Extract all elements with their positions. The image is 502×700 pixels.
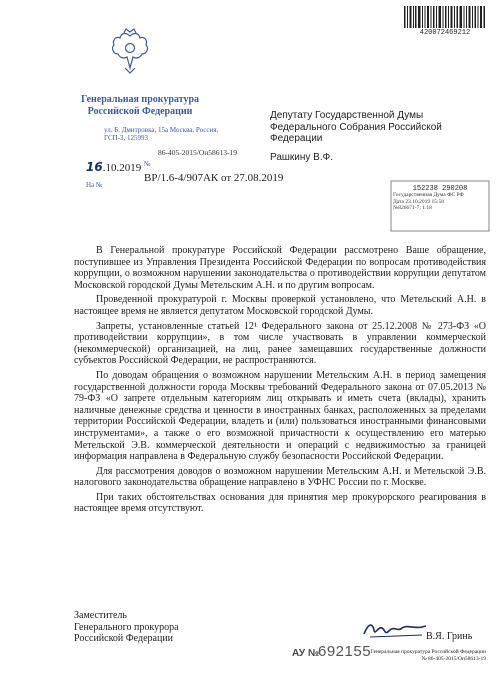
stamp-line-2: Дата 23.10.2019 15:58 — [393, 198, 444, 205]
org-address: ул. Б. Дмитровка, 15а Москва, Россия, ГСП-3, 125993 — [104, 126, 219, 142]
recipient-name: Рашкину В.Ф. — [270, 152, 334, 163]
stamp-number: 152238 290208 — [412, 185, 468, 193]
registration-code: 86-405-2015/Он58613-19 — [158, 148, 238, 157]
paragraph-4: По доводам обращения о возможном нарушении Метельским А.Н. в период замещения государственной должности города Москвы требований Федерального закона от 07.05.2013 № 79-ФЗ «О запрете отдельным категориям лиц открывать и иметь счета (вклады), хранить наличные денежные средства и ценности в иностранных банках, расположенных за пределами территории Российской Федерации, владеть и (или) пользоваться иностранными финансовыми инструментами», а также о его возможной причастности к осуществлению его матерью Метельской Э.В. коммерческой деятельности и операций с недвижимостью за границей информация направлена в Федеральную службу безопасности Российской Федерации. — [74, 369, 486, 463]
footer-org-line-2: № 86-405-2015/Он58613-19 — [421, 655, 486, 662]
paragraph-1: В Генеральной прокуратуре Российской Федерации рассмотрено Ваше обращение, поступившее из Управления Президента Российской Федерации по вопросам противодействия коррупции, о возможном нарушении законодательства о противодействии коррупции депутатом Московской городской Думы Метельским А.Н. и по другим вопросам. — [74, 245, 486, 291]
paragraph-2: Проведенной прокуратурой г. Москвы проверкой установлено, что Метельский А.Н. в настоящее время не является депутатом Московской городской Думы. — [74, 294, 486, 317]
top-barcode-number: 420072469212 — [419, 29, 471, 37]
date-printed: .10.2019 — [102, 162, 142, 174]
signer-line-3: Российской Федерации — [74, 633, 174, 645]
signer-line-2: Генерального прокурора — [74, 621, 179, 633]
recipient-title: Депутату Государственной Думы Федерального Собрания Российской Федерации — [270, 110, 442, 144]
reference-number: ВР/1.6-4/907АК от 27.08.2019 — [144, 172, 284, 184]
footer-org-line-1: Генеральная прокуратура Российской Федерации — [370, 649, 486, 655]
handwritten-signature — [360, 618, 430, 642]
signer-name: В.Я. Гринь — [426, 631, 473, 642]
signer-line-1: Заместитель — [74, 610, 127, 621]
letter-body — [74, 245, 486, 518]
emblem-icon — [108, 28, 152, 76]
paragraph-6: При таких обстоятельствах основания для принятия мер прокурорского реагирования в настоящее время отсутствуют. — [74, 491, 486, 515]
reply-to-label: На № — [86, 181, 103, 189]
au-number: 692155 — [318, 643, 372, 660]
stamp-line-3: №826671-7; 1.18 — [393, 205, 432, 211]
org-title: Генеральная прокуратура Российской Федерации — [80, 94, 200, 117]
footer-org — [340, 649, 486, 662]
paragraph-5: Для рассмотрения доводов о возможном нарушении Метельским А.Н. и Метельской Э.В. налогового законодательства обращение направлено в УФНС России по г. Москве. — [74, 465, 486, 489]
paragraph-3: Запреты, установленные статьей 12¹ Федерального закона от 25.12.2008 № 273-ФЗ «О противодействии коррупции», в том числе участвовать в управлении коммерческой (некоммерческой) организацией, на лиц, ранее замещавших государственные должности субъектов Российской Федерации, не распространяются. — [74, 320, 486, 367]
au-label: АУ № — [292, 648, 319, 659]
outgoing-date — [86, 160, 141, 174]
stamp-line-1: Государственная Дума ФС РФ — [393, 192, 464, 198]
date-handwritten-day: 16 — [86, 160, 103, 174]
stamp-text — [393, 192, 489, 212]
signer-position — [74, 610, 179, 645]
number-label: № — [144, 160, 151, 168]
